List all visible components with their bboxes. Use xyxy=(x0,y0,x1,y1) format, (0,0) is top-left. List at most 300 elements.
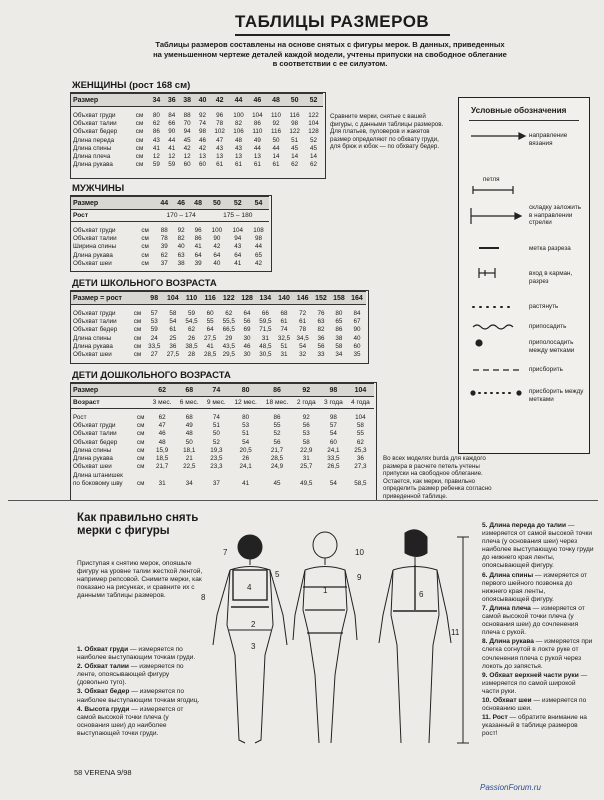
row-value: 92 xyxy=(302,413,310,421)
row-value: 45 xyxy=(183,136,191,144)
row-value: 61 xyxy=(169,326,177,334)
row-value: 100 xyxy=(233,111,244,119)
row-value: 90 xyxy=(353,326,361,334)
row-unit: см xyxy=(136,480,145,488)
row-value: 61 xyxy=(280,317,288,325)
row-label: Объхват шеи xyxy=(73,351,112,359)
row-value: 64 xyxy=(213,251,221,259)
measure-item xyxy=(482,522,594,571)
row-unit: см xyxy=(133,309,142,317)
row-value: 76 xyxy=(317,309,325,317)
sub-spacer xyxy=(139,210,155,222)
row-value: 38 xyxy=(177,259,185,267)
size-header: 146 xyxy=(296,294,309,302)
row-value: 54 xyxy=(299,342,307,350)
size-header: 38 xyxy=(183,96,192,104)
row-value: 98 xyxy=(329,413,337,421)
row-value: 37 xyxy=(212,480,220,488)
row-value: 27 xyxy=(150,351,158,359)
header-label: Размер xyxy=(73,96,99,104)
preschool-size-table xyxy=(71,383,374,488)
row-value: 19,3 xyxy=(210,446,223,454)
measure-item xyxy=(77,706,202,738)
row-value: 54 xyxy=(242,438,250,446)
row-label: Длина рукава xyxy=(73,161,113,169)
row-value: 41 xyxy=(194,243,202,251)
row-value: 41 xyxy=(152,144,160,152)
row-value: 25 xyxy=(169,334,177,342)
row-value: 43 xyxy=(216,144,224,152)
row-value: 59 xyxy=(168,161,176,169)
fig-num-9: 9 xyxy=(357,573,362,582)
row-value: 25,7 xyxy=(300,463,313,471)
row-value: 26 xyxy=(187,334,195,342)
row-value: 108 xyxy=(253,226,264,234)
row-value: 116 xyxy=(289,111,300,119)
row-label: Длина рукава xyxy=(73,342,113,350)
row-value: 47 xyxy=(158,421,166,429)
row-value: 43,5 xyxy=(222,342,235,350)
row-value: 78 xyxy=(216,119,224,127)
row-label: Объхват шеи xyxy=(73,463,112,471)
size-header: 46 xyxy=(177,199,186,207)
row-value: 22,9 xyxy=(300,446,313,454)
measure-item-title: 11. Рост xyxy=(482,714,508,722)
row-label: Объхват бедер xyxy=(73,128,118,136)
row-value: 50 xyxy=(272,136,280,144)
size-header: 158 xyxy=(333,294,345,302)
table-row xyxy=(71,152,323,160)
header-label: Размер xyxy=(73,386,99,394)
row-unit: см xyxy=(135,119,144,127)
row-value: 122 xyxy=(289,128,300,136)
row-value: 42 xyxy=(213,243,221,251)
row-value: 46 xyxy=(158,430,166,438)
measure-item-text: — измеряется от самой высокой точки плеча (у основания шеи) до наиболее выступающей точки груди. xyxy=(77,705,184,737)
row-label: Длина рукава xyxy=(73,455,113,463)
legend-item-ease: припосадить xyxy=(529,323,567,330)
row-value: 27,5 xyxy=(203,334,217,342)
row-value: 50 xyxy=(185,438,193,446)
row-value: 58,5 xyxy=(354,480,367,488)
measure-item-text: — измеряется по наиболее выступающим точкам груди. xyxy=(77,646,196,662)
row-value: 13 xyxy=(216,153,224,161)
row-value xyxy=(320,471,347,479)
row-value: 14 xyxy=(310,153,318,161)
table-row xyxy=(71,119,323,127)
header-label: Размер xyxy=(73,199,99,207)
row-unit: см xyxy=(133,326,142,334)
legend-item-fold: складку заложить в направлении стрелки xyxy=(529,204,582,226)
row-value: 42 xyxy=(183,144,191,152)
row-value: 31 xyxy=(261,334,269,342)
row-value: 56 xyxy=(273,438,281,446)
row-label: Объхват талии xyxy=(73,234,117,242)
row-value: 53 xyxy=(302,430,310,438)
row-value: 106 xyxy=(233,128,244,136)
size-header: 42 xyxy=(215,96,224,104)
row-value: 51 xyxy=(212,421,220,429)
row-value: 56 xyxy=(302,421,310,429)
size-header: 52 xyxy=(309,96,318,104)
row-value: 98 xyxy=(255,234,263,242)
row-value: 29 xyxy=(225,334,233,342)
preschool-sub-row xyxy=(71,397,374,409)
measure-item-text: — обратите внимание на указанный в таблице размеров рост! xyxy=(482,714,587,738)
row-value: 94 xyxy=(234,234,242,242)
row-label: Объхват груди xyxy=(73,226,116,234)
row-value: 36 xyxy=(356,455,364,463)
row-value: 88 xyxy=(160,226,168,234)
row-value: 110 xyxy=(252,128,263,136)
measure-item-text: — измеряется от первого шейного позвонка до нижнего края ленты, опоясывающей фигуру. xyxy=(482,571,588,603)
row-value: 51 xyxy=(280,342,288,350)
row-value: 66 xyxy=(168,119,176,127)
row-label: Длина спины xyxy=(73,144,112,152)
row-value: 64 xyxy=(206,326,214,334)
row-label: Длина рукава xyxy=(73,251,113,259)
measure-item-title: 6. Длина спины xyxy=(482,571,534,579)
row-value: 42 xyxy=(255,259,263,267)
row-value: 12 xyxy=(183,153,191,161)
sub-value: 3 года xyxy=(323,399,343,406)
row-value: 54 xyxy=(169,317,177,325)
measure-item xyxy=(482,672,594,696)
row-value: 80 xyxy=(335,309,343,317)
row-value: 110 xyxy=(270,111,282,119)
row-value: 60 xyxy=(353,342,361,350)
row-value: 70 xyxy=(183,119,191,127)
row-value: 31 xyxy=(280,351,288,359)
table-row xyxy=(71,334,366,342)
row-unit: см xyxy=(136,455,145,463)
size-header: 50 xyxy=(290,96,299,104)
row-value: 62 xyxy=(356,438,364,446)
size-header: 36 xyxy=(167,96,176,104)
row-value: 82 xyxy=(177,234,185,242)
row-value: 98 xyxy=(291,119,299,127)
preschool-note: Во всех моделях burda для каждого размера в расчете петель учтены припуски на свободное облегание. Остается, как мерки, правильно определить размер ребенка согласно приведенной таблице. xyxy=(383,455,492,500)
sub-value: 4 года xyxy=(351,399,370,406)
measure-item-title: 9. Обхват верхней части руки xyxy=(482,671,579,679)
row-unit: см xyxy=(135,128,144,136)
row-value: 92 xyxy=(199,111,207,119)
row-value: 13 xyxy=(235,153,243,161)
row-value: 90 xyxy=(213,234,221,242)
table-row xyxy=(71,226,269,234)
row-value: 45 xyxy=(291,144,299,152)
row-value: 36 xyxy=(169,342,177,350)
row-value: 21 xyxy=(185,455,193,463)
size-header: 62 xyxy=(158,386,166,394)
row-value: 46 xyxy=(199,136,207,144)
size-header: 122 xyxy=(222,294,235,302)
measure-item xyxy=(482,572,594,604)
row-value: 24,1 xyxy=(239,463,252,471)
row-value xyxy=(261,471,292,479)
women-note: Сравните мерки, снятые с вашей фигуры, с данными таблицы размеров. Для платьев, пуловеров и жакетов размер определяют по обхвату груди, для брюк и юбок — по обхвату бедер. xyxy=(330,113,444,151)
row-value: 90 xyxy=(168,128,176,136)
row-unit: см xyxy=(141,259,149,267)
row-value: 46 xyxy=(243,342,251,350)
row-value: 24 xyxy=(150,334,158,342)
row-value: 29,5 xyxy=(222,351,235,359)
row-value: 28,5 xyxy=(270,455,284,463)
size-header: 48 xyxy=(272,96,280,104)
measure-item xyxy=(77,688,202,704)
row-value: 57 xyxy=(329,421,337,429)
row-value: 48 xyxy=(235,136,243,144)
row-value: 92 xyxy=(177,226,185,234)
header-label: Размер = рост xyxy=(73,294,122,302)
page-footer: 58 VERENA 9/98 xyxy=(74,768,132,777)
row-value: 44 xyxy=(253,144,261,152)
row-value: 59 xyxy=(152,161,160,169)
row-value: 86 xyxy=(335,326,343,334)
row-value: 60 xyxy=(183,161,191,169)
table-row xyxy=(71,438,374,446)
row-value: 52 xyxy=(212,438,220,446)
row-value: 78 xyxy=(299,326,307,334)
row-value: 34 xyxy=(335,351,343,359)
row-value: 18,5 xyxy=(155,455,169,463)
row-value: 58 xyxy=(302,438,310,446)
row-unit: см xyxy=(136,446,145,454)
measure-item-text: — измеряется по ленте, опоясывающей фигуру (довольно туго). xyxy=(77,663,184,687)
row-value: 104 xyxy=(232,226,243,234)
row-value: 53 xyxy=(242,421,250,429)
size-header: 92 xyxy=(302,386,311,394)
table-row xyxy=(71,463,374,471)
row-value: 54,5 xyxy=(185,317,198,325)
men-size-table xyxy=(71,196,269,267)
fig-num-8: 8 xyxy=(201,593,206,602)
row-label: Объхват талии xyxy=(73,430,117,438)
row-value: 82 xyxy=(317,326,325,334)
row-value: 86 xyxy=(152,128,160,136)
row-value: 39 xyxy=(194,259,202,267)
row-value: 31 xyxy=(158,480,166,488)
row-value: 30 xyxy=(243,334,251,342)
row-label: Длина спины xyxy=(73,334,112,342)
row-label: Объхват груди xyxy=(73,111,116,119)
row-value: 69 xyxy=(243,326,251,334)
row-value: 68 xyxy=(280,309,288,317)
row-value: 74 xyxy=(280,326,288,334)
row-unit: см xyxy=(135,161,144,169)
table-row xyxy=(71,430,374,438)
size-header: 104 xyxy=(354,386,367,394)
row-value: 48,5 xyxy=(259,342,272,350)
header-spacer xyxy=(139,197,155,210)
size-header: 140 xyxy=(278,294,290,302)
row-label: Объхват бедер xyxy=(73,438,118,446)
row-value: 14 xyxy=(272,153,280,161)
row-value: 18,1 xyxy=(183,446,196,454)
row-value: 47 xyxy=(216,136,224,144)
row-value: 41 xyxy=(234,259,242,267)
row-unit xyxy=(135,471,149,479)
row-label: Объхват груди xyxy=(73,421,116,429)
women-header-row xyxy=(71,94,323,107)
row-label: Объхват шеи xyxy=(73,259,112,267)
row-value: 94 xyxy=(183,128,191,136)
row-value xyxy=(230,471,261,479)
size-header: 48 xyxy=(194,199,202,207)
row-unit: см xyxy=(136,463,145,471)
row-value: 59,5 xyxy=(259,317,272,325)
row-value: 22,5 xyxy=(183,463,196,471)
fig-num-3: 3 xyxy=(251,642,256,651)
legend-title: Условные обозначения xyxy=(471,106,567,115)
size-header: 52 xyxy=(233,199,242,207)
measuring-figures-illustration xyxy=(195,515,470,765)
row-value: 84 xyxy=(168,111,176,119)
fig-num-10: 10 xyxy=(355,548,364,557)
measure-item xyxy=(482,714,594,738)
row-value: 37 xyxy=(160,259,168,267)
legend-item-pocket: вход в карман, разрез xyxy=(529,270,573,285)
row-label: Объхват талии xyxy=(73,317,117,325)
row-value: 38,5 xyxy=(185,342,198,350)
table-row xyxy=(71,144,323,152)
row-value: 102 xyxy=(214,128,225,136)
legend-item-cut: метка разреза xyxy=(529,245,571,252)
row-unit: см xyxy=(136,413,145,421)
row-value: 27,3 xyxy=(354,463,367,471)
table-row xyxy=(71,454,374,462)
how-left-items xyxy=(77,646,202,739)
table-row xyxy=(71,413,374,421)
row-value xyxy=(176,471,203,479)
row-value: 62 xyxy=(310,161,318,169)
row-value xyxy=(149,471,176,479)
row-value: 82 xyxy=(235,119,243,127)
men-heading: МУЖЧИНЫ xyxy=(72,183,125,194)
table-row xyxy=(71,111,323,119)
size-header: 104 xyxy=(166,294,179,302)
row-unit: см xyxy=(141,251,149,259)
row-value: 41 xyxy=(206,342,214,350)
table-row xyxy=(71,309,366,317)
legend-box xyxy=(458,97,590,454)
row-unit: см xyxy=(135,136,144,144)
row-value: 88 xyxy=(183,111,191,119)
row-unit: см xyxy=(141,226,149,234)
row-value: 62 xyxy=(158,413,166,421)
sub-spacer xyxy=(135,397,149,409)
size-header: 128 xyxy=(241,294,253,302)
row-value: 28,5 xyxy=(203,351,217,359)
legend-item-loop: петля xyxy=(483,176,500,183)
row-value: 28 xyxy=(187,351,195,359)
preschool-heading: ДЕТИ ДОШКОЛЬНОГО ВОЗРАСТА xyxy=(72,370,231,381)
row-value: 44 xyxy=(272,144,280,152)
size-header: 46 xyxy=(253,96,262,104)
row-value: 13 xyxy=(253,153,261,161)
row-value: 66,5 xyxy=(222,326,235,334)
row-value: 23,5 xyxy=(210,455,223,463)
row-value: 24,9 xyxy=(270,463,284,471)
table-row xyxy=(71,317,366,325)
measure-item-text: — измеряется при слегка согнутой в локте руке от сочленения плеча с рукой через локоть до запястья. xyxy=(482,638,593,670)
row-unit: см xyxy=(141,243,149,251)
row-value: 54 xyxy=(329,480,337,488)
fig-num-1: 1 xyxy=(323,586,328,595)
row-value: 62 xyxy=(152,119,160,127)
sub-value: 170 – 174 xyxy=(166,212,196,219)
row-value: 86 xyxy=(273,413,281,421)
row-value: 67 xyxy=(353,317,361,325)
row-value: 51 xyxy=(242,430,250,438)
row-value: 20,5 xyxy=(239,446,252,454)
row-value: 33 xyxy=(317,351,325,359)
row-value: 52 xyxy=(310,136,318,144)
row-value: 61 xyxy=(272,161,280,169)
row-label: Объхват груди xyxy=(73,309,116,317)
row-unit: см xyxy=(133,317,142,325)
watermark: PassionForum.ru xyxy=(480,783,541,792)
table-row xyxy=(71,342,366,350)
how-heading: Как правильно снять мерки с фигуры xyxy=(77,512,199,537)
fig-num-11: 11 xyxy=(451,628,460,637)
row-value: 61 xyxy=(216,161,224,169)
row-value: 65 xyxy=(255,251,263,259)
sub-value: 18 мес. xyxy=(265,399,289,406)
row-value: 49,5 xyxy=(300,480,313,488)
header-spacer xyxy=(132,292,145,305)
row-unit: см xyxy=(135,144,144,152)
row-value: 64 xyxy=(194,251,202,259)
women-size-table xyxy=(71,93,323,169)
measure-item xyxy=(77,663,202,687)
row-value: 59 xyxy=(187,309,195,317)
row-value: 39 xyxy=(160,243,168,251)
how-intro: Приступая к снятию мерок, опояшьте фигуру на уровне талии жесткой лентой, например репсовой. Снимите мерки, как показано на рисунках, и сравните их с данными таблицы размеров. xyxy=(77,560,203,600)
size-header: 134 xyxy=(259,294,272,302)
row-value: 60 xyxy=(206,309,214,317)
row-value: 66 xyxy=(261,309,269,317)
size-header: 34 xyxy=(152,96,161,104)
title-rule xyxy=(235,34,450,36)
row-value: 128 xyxy=(308,128,319,136)
kids-header-row xyxy=(71,292,366,305)
row-value: 21,7 xyxy=(155,463,169,471)
row-label: Длина спины xyxy=(73,446,112,454)
size-header: 116 xyxy=(204,294,216,302)
row-value: 23,3 xyxy=(210,463,223,471)
table-row xyxy=(71,326,366,334)
row-value: 41 xyxy=(168,144,176,152)
row-value: 33,5 xyxy=(148,342,161,350)
row-value: 104 xyxy=(308,119,319,127)
row-value: 55 xyxy=(206,317,214,325)
row-value: 25,3 xyxy=(354,446,367,454)
row-value: 65 xyxy=(335,317,343,325)
row-label: Длина штанишек xyxy=(73,471,123,479)
row-value: 33,5 xyxy=(327,455,340,463)
row-value: 30,5 xyxy=(259,351,272,359)
row-value: 48 xyxy=(185,430,193,438)
row-value: 56 xyxy=(243,317,251,325)
row-value: 12 xyxy=(152,153,160,161)
row-value: 68 xyxy=(185,413,193,421)
sub-label: Рост xyxy=(73,212,89,219)
sub-label: Возраст xyxy=(73,399,100,406)
size-header: 68 xyxy=(185,386,194,394)
row-value: 96 xyxy=(216,111,224,119)
fig-num-4: 4 xyxy=(247,583,252,592)
